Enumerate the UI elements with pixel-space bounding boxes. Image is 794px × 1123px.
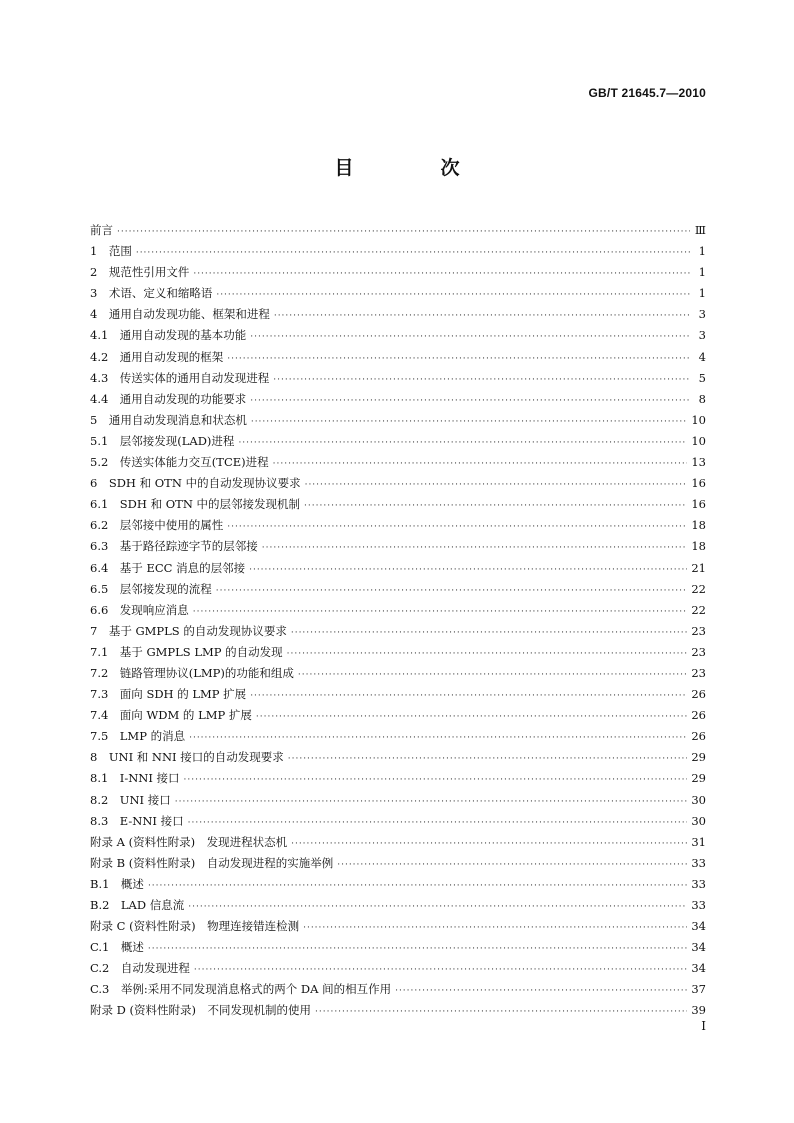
toc-entry[interactable] — [90, 579, 706, 600]
toc-entry-label: 4.3 传送实体的通用自动发现进程 — [90, 370, 270, 385]
toc-entry-page: 8 — [698, 391, 706, 406]
toc-entry-label: 1 范围 — [90, 244, 132, 259]
toc-entry-label: 4.2 通用自动发现的框架 — [90, 349, 224, 364]
toc-entry-label: 5.2 传送实体能力交互(TCE)进程 — [90, 455, 269, 470]
toc-entry[interactable] — [90, 684, 706, 705]
toc-entry-page: 33 — [691, 898, 706, 912]
dot-leader — [250, 391, 690, 412]
toc-entry-page: 5 — [698, 370, 706, 385]
toc-entry-page: 21 — [691, 560, 706, 575]
toc-entry[interactable] — [90, 747, 706, 768]
dot-leader — [303, 918, 687, 939]
toc-entry[interactable] — [90, 410, 706, 431]
toc-entry-page: 1 — [698, 244, 706, 259]
toc-entry-label: 6 SDH 和 OTN 中的自动发现协议要求 — [90, 476, 301, 491]
toc-entry[interactable] — [90, 473, 706, 494]
toc-entry[interactable] — [90, 705, 706, 726]
toc-entry[interactable] — [90, 304, 706, 325]
toc-entry[interactable] — [90, 1000, 706, 1021]
toc-entry-label: 7.5 LMP 的消息 — [90, 729, 186, 744]
toc-entry-page: 37 — [691, 982, 706, 997]
dot-leader — [291, 623, 688, 644]
dot-leader — [273, 454, 688, 475]
toc-entry[interactable] — [90, 536, 706, 557]
toc-entry-page: 10 — [691, 412, 706, 427]
toc-entry-page: 1 — [698, 286, 706, 301]
toc-entry-page: 4 — [698, 349, 706, 364]
toc-entry[interactable] — [90, 874, 706, 895]
dot-leader — [193, 602, 688, 623]
dot-leader — [194, 960, 687, 981]
dot-leader — [188, 897, 687, 918]
toc-entry-page: 16 — [691, 476, 706, 491]
toc-entry-label: 4.4 通用自动发现的功能要求 — [90, 391, 247, 406]
dot-leader — [256, 707, 687, 728]
dot-leader — [305, 475, 688, 496]
toc-entry-label: C.1 概述 — [90, 940, 144, 955]
toc-entry-label: 4.1 通用自动发现的基本功能 — [90, 328, 247, 343]
toc-entry-page: 34 — [691, 940, 706, 955]
dot-leader — [337, 855, 687, 876]
toc-entry-page: 30 — [691, 813, 706, 828]
toc-entry[interactable] — [90, 600, 706, 621]
standard-code: GB/T 21645.7—2010 — [588, 86, 706, 100]
toc-entry[interactable] — [90, 220, 706, 241]
toc-entry[interactable] — [90, 811, 706, 832]
toc-entry-label: 8.2 UNI 接口 — [90, 792, 171, 807]
toc-entry-label: 7.4 面向 WDM 的 LMP 扩展 — [90, 708, 252, 723]
toc-entry-page: 13 — [691, 455, 706, 470]
dot-leader — [304, 496, 687, 517]
toc-entry-page: 23 — [691, 623, 706, 638]
toc-entry[interactable] — [90, 790, 706, 811]
toc-entry-label: C.2 自动发现进程 — [90, 961, 190, 976]
toc-entry-page: Ⅲ — [694, 223, 706, 237]
dot-leader — [238, 433, 687, 454]
toc-entry-label: 4 通用自动发现功能、框架和进程 — [90, 307, 270, 322]
dot-leader — [216, 581, 688, 602]
toc-entry-label: 附录 A (资料性附录) 发现进程状态机 — [90, 834, 288, 849]
toc-entry-page: 1 — [698, 265, 706, 280]
dot-leader — [175, 792, 688, 813]
toc-entry[interactable] — [90, 283, 706, 304]
toc-entry[interactable] — [90, 431, 706, 452]
toc-entry[interactable] — [90, 768, 706, 789]
page-number: Ⅰ — [701, 1019, 706, 1033]
toc-entry-page: 26 — [691, 687, 706, 702]
toc-entry-page: 34 — [691, 919, 706, 934]
toc-entry[interactable] — [90, 937, 706, 958]
dot-leader — [288, 749, 688, 770]
toc-entry-label: C.3 举例:采用不同发现消息格式的两个 DA 间的相互作用 — [90, 982, 392, 997]
dot-leader — [148, 876, 687, 897]
toc-entry[interactable] — [90, 368, 706, 389]
dot-leader — [274, 306, 690, 327]
toc-entry-page: 3 — [698, 307, 706, 322]
toc-entry-label: 7 基于 GMPLS 的自动发现协议要求 — [90, 623, 287, 638]
toc-entry[interactable] — [90, 452, 706, 473]
toc-entry-page: 16 — [691, 497, 706, 512]
dot-leader — [227, 349, 690, 370]
dot-leader — [117, 222, 690, 243]
toc-entry[interactable] — [90, 958, 706, 979]
toc-entry-label: 5.1 层邻接发现(LAD)进程 — [90, 433, 235, 448]
toc-entry[interactable] — [90, 916, 706, 937]
toc-entry-label: 附录 D (资料性附录) 不同发现机制的使用 — [90, 1003, 312, 1018]
toc-entry-page: 23 — [691, 644, 706, 659]
dot-leader — [227, 517, 687, 538]
toc-entry-label: 3 术语、定义和缩略语 — [90, 286, 213, 301]
toc-entry-label: 6.4 基于 ECC 消息的层邻接 — [90, 560, 246, 575]
toc-entry-page: 39 — [691, 1003, 706, 1018]
toc-entry-page: 29 — [691, 771, 706, 786]
toc-entry[interactable] — [90, 726, 706, 747]
dot-leader — [298, 665, 687, 686]
toc-entry-label: 7.3 面向 SDH 的 LMP 扩展 — [90, 687, 247, 702]
dot-leader — [273, 370, 690, 391]
toc-entry-label: B.1 概述 — [90, 876, 144, 891]
toc-title: 目 次 — [334, 157, 494, 179]
toc-entry[interactable] — [90, 241, 706, 262]
toc-entry-page: 26 — [691, 708, 706, 723]
toc-entry-label: 6.1 SDH 和 OTN 中的层邻接发现机制 — [90, 497, 301, 512]
toc-entry-page: 18 — [691, 539, 706, 554]
toc-entry-label: 8.3 E-NNI 接口 — [90, 813, 184, 828]
toc-entry-label: 7.1 基于 GMPLS LMP 的自动发现 — [90, 644, 283, 659]
dot-leader — [291, 834, 687, 855]
toc-entry-page: 3 — [698, 328, 706, 343]
toc-entry[interactable] — [90, 663, 706, 684]
dot-leader — [251, 412, 688, 433]
dot-leader — [250, 686, 687, 707]
dot-leader — [249, 560, 687, 581]
toc-entry[interactable] — [90, 621, 706, 642]
toc-entry-page: 34 — [691, 961, 706, 976]
toc-entry[interactable] — [90, 325, 706, 346]
toc-entry-label: 2 规范性引用文件 — [90, 265, 190, 280]
toc-entry-page: 10 — [691, 433, 706, 448]
dot-leader — [148, 939, 687, 960]
toc-entry-label: 7.2 链路管理协议(LMP)的功能和组成 — [90, 665, 294, 680]
toc-entry[interactable] — [90, 979, 706, 1000]
toc-entry-label: B.2 LAD 信息流 — [90, 898, 185, 912]
toc-entry[interactable] — [90, 558, 706, 579]
dot-leader — [188, 813, 688, 834]
toc-entry-label: 6.3 基于路径踪迹字节的层邻接 — [90, 539, 258, 554]
dot-leader — [250, 327, 690, 348]
toc-entry-label: 前言 — [90, 223, 113, 237]
toc-entry-page: 23 — [691, 665, 706, 680]
toc-entry[interactable] — [90, 262, 706, 283]
toc-entry-page: 33 — [691, 855, 706, 870]
dot-leader — [395, 981, 687, 1002]
toc-entry-page: 29 — [691, 750, 706, 765]
toc-entry-page: 26 — [691, 729, 706, 744]
toc-entry-label: 6.5 层邻接发现的流程 — [90, 581, 212, 596]
toc-entry-page: 22 — [691, 602, 706, 617]
toc-entry-page: 22 — [691, 581, 706, 596]
toc-entry[interactable] — [90, 853, 706, 874]
toc-entry-page: 30 — [691, 792, 706, 807]
dot-leader — [184, 770, 688, 791]
toc-entry-label: 8.1 I-NNI 接口 — [90, 771, 180, 786]
table-of-contents — [90, 220, 706, 1022]
toc-entry[interactable] — [90, 347, 706, 368]
dot-leader — [189, 728, 687, 749]
toc-entry-label: 附录 B (资料性附录) 自动发现进程的实施举例 — [90, 855, 334, 870]
dot-leader — [287, 644, 688, 665]
dot-leader — [262, 538, 688, 559]
toc-entry-label: 8 UNI 和 NNI 接口的自动发现要求 — [90, 750, 284, 765]
toc-entry[interactable] — [90, 515, 706, 536]
toc-entry-label: 5 通用自动发现消息和状态机 — [90, 412, 247, 427]
dot-leader — [216, 285, 690, 306]
toc-entry-page: 31 — [691, 834, 706, 849]
toc-entry-label: 6.6 发现响应消息 — [90, 602, 189, 617]
toc-entry[interactable] — [90, 832, 706, 853]
toc-entry-label: 6.2 层邻接中使用的属性 — [90, 518, 224, 533]
dot-leader — [315, 1002, 687, 1023]
dot-leader — [136, 243, 690, 264]
toc-entry[interactable] — [90, 642, 706, 663]
toc-entry-page: 33 — [691, 876, 706, 891]
toc-entry-page: 18 — [691, 518, 706, 533]
toc-entry[interactable] — [90, 494, 706, 515]
dot-leader — [193, 264, 690, 285]
toc-entry[interactable] — [90, 895, 706, 916]
toc-entry[interactable] — [90, 389, 706, 410]
toc-entry-label: 附录 C (资料性附录) 物理连接错连检测 — [90, 919, 300, 934]
